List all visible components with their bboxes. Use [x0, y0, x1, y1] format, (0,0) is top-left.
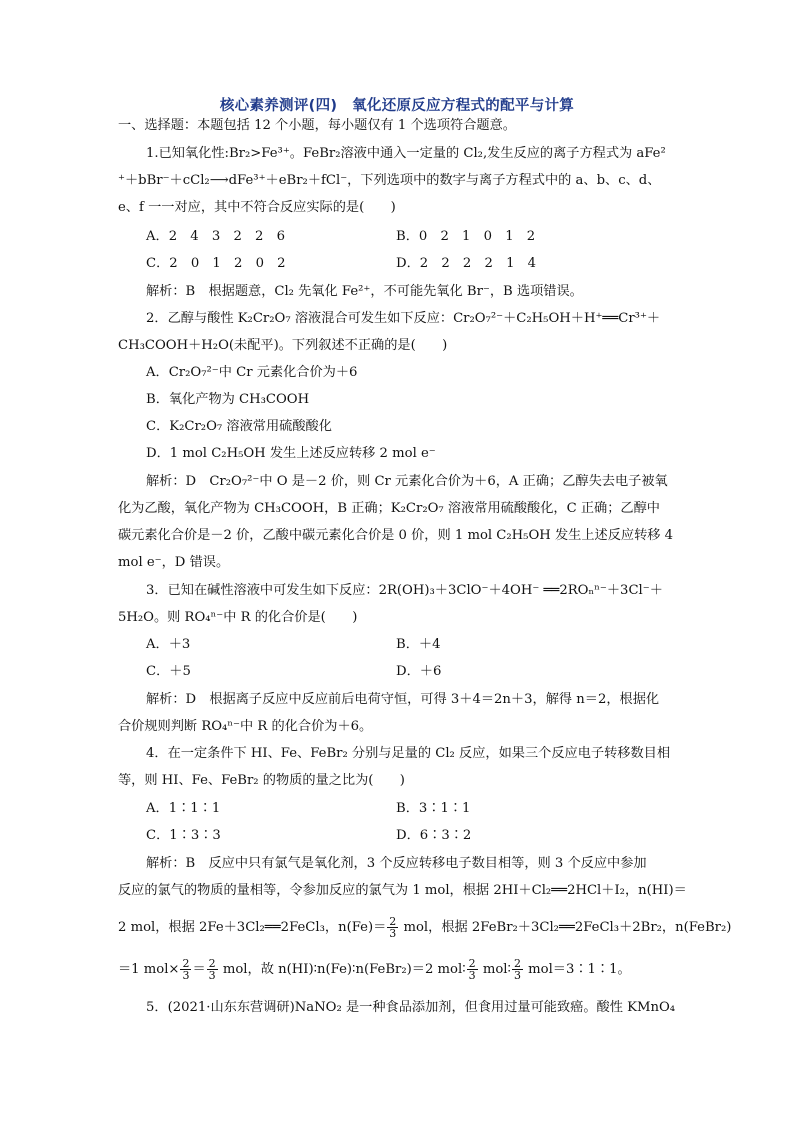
q1-option-a: A．2 4 3 2 2 6 — [146, 229, 285, 244]
q1-stem-line1: 1.已知氧化性:Br₂>Fe³⁺。FeBr₂溶液中通入一定量的 Cl₂,发生反应的离子方程式为 aFe² — [146, 146, 666, 161]
q5-stem-line1: 5．(2021·山东东营调研)NaNO₂ 是一种食品添加剂，但食用过量可能致癌。酸性 KMnO₄ — [146, 1000, 676, 1015]
q4-analysis-line1: 解析：B 反应中只有氯气是氧化剂，3 个反应转移电子数目相等，则 3 个反应中参加 — [146, 856, 647, 871]
q2-stem-line1: 2．乙醇与酸性 K₂Cr₂O₇ 溶液混合可发生如下反应：Cr₂O₇²⁻＋C₂H₅OH＋H⁺══Cr³⁺＋ — [146, 311, 661, 326]
q1-stem-line2: ⁺＋bBr⁻＋cCl₂⟶dFe³⁺＋eBr₂＋fCl⁻，下列选项中的数字与离子方程式中的 a、b、c、d、 — [118, 173, 661, 188]
fraction-two-thirds — [207, 958, 218, 981]
q2-analysis-line4: mol e⁻，D 错误。 — [118, 555, 230, 570]
q3-stem-line2: 5H₂O。则 RO₄ⁿ⁻中 R 的化合价是( ) — [118, 610, 358, 625]
q4-option-b: B．3∶1∶1 — [396, 801, 471, 816]
fraction-numerator: 2 — [389, 915, 397, 928]
q2-option-d: D．1 mol C₂H₅OH 发生上述反应转移 2 mol e⁻ — [146, 446, 436, 461]
q3-option-c: C．＋5 — [146, 664, 191, 679]
section-heading: 一、选择题：本题包括 12 个小题，每小题仅有 1 个选项符合题意。 — [118, 118, 516, 133]
fraction-denominator: 3 — [208, 969, 216, 982]
q4-option-d: D．6∶3∶2 — [396, 828, 472, 843]
q4-option-c: C．1∶3∶3 — [146, 828, 221, 843]
q4-analysis-line3-part2: mol，根据 2FeBr₂＋3Cl₂══2FeCl₃＋2Br₂，n(FeBr₂) — [399, 920, 732, 935]
q3-analysis-line1: 解析：D 根据离子反应中反应前后电荷守恒，可得 3＋4＝2n＋3，解得 n＝2，根据化 — [146, 692, 660, 707]
fraction-denominator: 3 — [182, 969, 190, 982]
q1-option-b: B．0 2 1 0 1 2 — [396, 229, 536, 244]
q2-stem-line2: CH₃COOH＋H₂O(未配平)。下列叙述不正确的是( ) — [118, 338, 448, 353]
q2-analysis-line2: 化为乙酸，氧化产物为 CH₃COOH，B 正确；K₂Cr₂O₇ 溶液常用硫酸酸化，C 正确；乙醇中 — [118, 501, 660, 516]
q1-analysis: 解析：B 根据题意，Cl₂ 先氧化 Fe²⁺，不可能先氧化 Br⁻，B 选项错误。 — [146, 284, 583, 299]
q4-analysis-line2: 反应的氯气的物质的量相等，令参加反应的氯气为 1 mol，根据 2HI＋Cl₂══2HCl＋I₂，n(HI)＝ — [118, 883, 687, 898]
q1-option-d: D．2 2 2 2 1 4 — [396, 256, 537, 271]
page-title: 核心素养测评(四) 氧化还原反应方程式的配平与计算 — [219, 98, 575, 114]
q4-analysis-line3 — [118, 915, 732, 940]
q2-analysis-line1: 解析：D Cr₂O₇²⁻中 O 是－2 价，则 Cr 元素化合价为＋6，A 正确；乙醇失去电子被氧 — [146, 474, 668, 489]
fraction-numerator: 2 — [468, 957, 476, 970]
q2-option-c: C．K₂Cr₂O₇ 溶液常用硫酸酸化 — [146, 419, 332, 434]
q4-analysis-line4-part3: mol，故 n(HI)∶n(Fe)∶n(FeBr₂)＝2 mol∶ — [218, 962, 466, 977]
q4-analysis-line4-part5: mol＝3∶1∶1。 — [523, 962, 631, 977]
q2-option-b: B．氧化产物为 CH₃COOH — [146, 392, 310, 407]
q2-option-a: A．Cr₂O₇²⁻中 Cr 元素化合价为＋6 — [146, 365, 358, 380]
q3-option-d: D．＋6 — [396, 664, 442, 679]
q4-analysis-line3-part1: 2 mol，根据 2Fe＋3Cl₂══2FeCl₃，n(Fe)＝ — [118, 920, 387, 935]
q4-option-a: A．1∶1∶1 — [146, 801, 221, 816]
q4-analysis-line4-part4: mol∶ — [478, 962, 511, 977]
q4-stem-line2: 等，则 HI、Fe、FeBr₂ 的物质的量之比为( ) — [118, 773, 405, 788]
q4-analysis-line4-part1: ＝1 mol× — [118, 962, 180, 977]
q1-option-c: C．2 0 1 2 0 2 — [146, 256, 286, 271]
fraction-denominator: 3 — [389, 927, 397, 940]
q4-analysis-line4-part2: ＝ — [192, 962, 206, 977]
q3-option-a: A．＋3 — [146, 637, 191, 652]
fraction-numerator: 2 — [208, 957, 216, 970]
fraction-two-thirds — [387, 916, 398, 939]
fraction-denominator: 3 — [513, 969, 521, 982]
fraction-numerator: 2 — [182, 957, 190, 970]
fraction-two-thirds — [512, 958, 523, 981]
q3-analysis-line2: 合价规则判断 RO₄ⁿ⁻中 R 的化合价为＋6。 — [118, 719, 373, 734]
fraction-denominator: 3 — [468, 969, 476, 982]
q1-stem-line3: e、f 一一对应，其中不符合反应实际的是( ) — [118, 200, 396, 215]
fraction-numerator: 2 — [513, 957, 521, 970]
q4-stem-line1: 4．在一定条件下 HI、Fe、FeBr₂ 分别与足量的 Cl₂ 反应，如果三个反应电子转移数目相 — [146, 746, 671, 761]
q2-analysis-line3: 碳元素化合价是－2 价，乙酸中碳元素化合价是 0 价，则 1 mol C₂H₅OH 发生上述反应转移 4 — [118, 528, 674, 543]
q3-option-b: B．＋4 — [396, 637, 441, 652]
fraction-two-thirds — [180, 958, 191, 981]
fraction-two-thirds — [467, 958, 478, 981]
q3-stem-line1: 3．已知在碱性溶液中可发生如下反应：2R(OH)₃＋3ClO⁻＋4OH⁻ ══2ROₙⁿ⁻＋3Cl⁻＋ — [146, 583, 663, 598]
q4-analysis-line4 — [118, 958, 678, 981]
